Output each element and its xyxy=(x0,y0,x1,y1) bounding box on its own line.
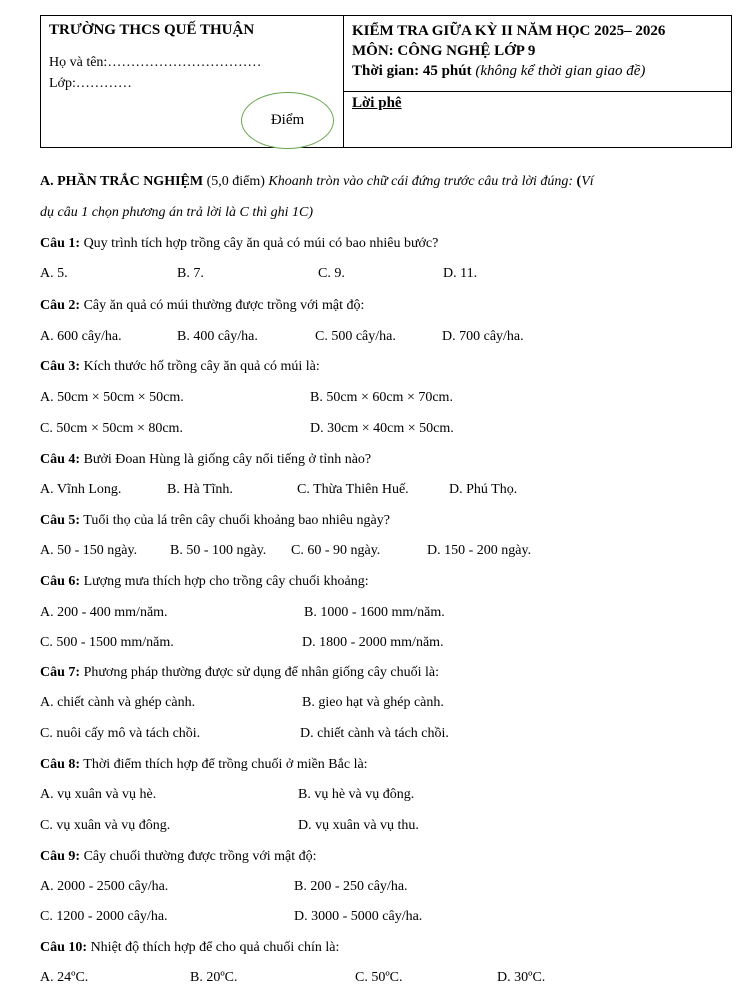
answer-option[interactable]: D. vụ xuân và vụ thu. xyxy=(298,818,419,833)
exam-header-table xyxy=(40,15,732,148)
answer-option[interactable]: D. 150 - 200 ngày. xyxy=(427,543,532,558)
question-text: Lượng mưa thích hợp cho trồng cây chuối khoảng: xyxy=(80,574,369,589)
question-3 xyxy=(40,359,320,375)
instruction-paren: ( xyxy=(576,174,582,189)
question-text: Tuổi thọ của lá trên cây chuối khoảng bao nhiêu ngày? xyxy=(80,513,390,528)
question-10 xyxy=(40,940,339,956)
answer-option[interactable]: A. chiết cành và ghép cành. xyxy=(40,695,196,710)
answer-option[interactable]: D. 30cm × 40cm × 50cm. xyxy=(310,421,454,436)
question-label: Câu 9: xyxy=(40,849,81,864)
answer-option[interactable]: D. chiết cành và tách chồi. xyxy=(300,726,449,741)
answer-option[interactable]: B. 20ºC. xyxy=(190,970,238,985)
answer-option[interactable]: A. 600 cây/ha. xyxy=(40,329,122,344)
answer-option[interactable]: C. 50cm × 50cm × 80cm. xyxy=(40,421,183,436)
answer-option[interactable]: A. 2000 - 2500 cây/ha. xyxy=(40,879,169,894)
section-points: (5,0 điểm) xyxy=(203,174,269,189)
answer-option[interactable]: C. 500 - 1500 mm/năm. xyxy=(40,635,174,650)
time-note: (không kể thời gian giao đề) xyxy=(475,63,646,79)
question-text: Kích thước hố trồng cây ăn quả có múi là: xyxy=(80,359,320,374)
question-text: Bưởi Đoan Hùng là giống cây nổi tiếng ở tỉnh nào? xyxy=(80,452,372,467)
question-text: Cây ăn quả có múi thường được trồng với mật độ: xyxy=(80,298,365,313)
answer-option[interactable]: C. 9. xyxy=(318,266,345,281)
question-label: Câu 4: xyxy=(40,452,81,467)
student-name-field[interactable]: Họ và tên:…………………………… xyxy=(49,55,262,70)
question-label: Câu 3: xyxy=(40,359,81,374)
answer-option[interactable]: C. 1200 - 2000 cây/ha. xyxy=(40,909,168,924)
subject-line: MÔN: CÔNG NGHỆ LỚP 9 xyxy=(352,43,536,59)
exam-info-cell xyxy=(344,16,732,148)
exam-title: KIỂM TRA GIỮA KỲ II NĂM HỌC 2025– 2026 xyxy=(352,23,666,39)
answer-option[interactable]: C. nuôi cấy mô và tách chồi. xyxy=(40,726,201,741)
question-text: Nhiệt độ thích hợp để cho quả chuối chín là: xyxy=(87,940,340,955)
question-label: Câu 6: xyxy=(40,574,81,589)
question-label: Câu 2: xyxy=(40,298,81,313)
answer-option[interactable]: A. 5. xyxy=(40,266,68,281)
question-label: Câu 7: xyxy=(40,665,81,680)
answer-option[interactable]: B. 200 - 250 cây/ha. xyxy=(294,879,408,894)
answer-option[interactable]: A. Vĩnh Long. xyxy=(40,482,122,497)
section-title: A. PHẦN TRẮC NGHIỆM xyxy=(40,174,204,189)
question-label: Câu 8: xyxy=(40,757,81,772)
section-heading xyxy=(40,174,594,190)
answer-option[interactable]: D. 30ºC. xyxy=(497,970,546,985)
answer-option[interactable]: B. 7. xyxy=(177,266,204,281)
answer-option[interactable]: C. vụ xuân và vụ đông. xyxy=(40,818,171,833)
section-instruction: Khoanh tròn vào chữ cái đứng trước câu trả lời đúng: xyxy=(268,174,577,189)
answer-option[interactable]: A. 50 - 150 ngày. xyxy=(40,543,138,558)
answer-option[interactable]: B. 400 cây/ha. xyxy=(177,329,258,344)
question-label: Câu 1: xyxy=(40,236,81,251)
answer-option[interactable]: D. 3000 - 5000 cây/ha. xyxy=(294,909,423,924)
school-name: TRƯỜNG THCS QUẾ THUẬN xyxy=(49,22,255,38)
question-text: Cây chuối thường được trồng với mật độ: xyxy=(80,849,317,864)
answer-option[interactable]: C. 500 cây/ha. xyxy=(315,329,396,344)
question-8 xyxy=(40,757,368,773)
question-label: Câu 5: xyxy=(40,513,81,528)
answer-option[interactable]: A. 200 - 400 mm/năm. xyxy=(40,605,168,620)
answer-option[interactable]: C. 50ºC. xyxy=(355,970,403,985)
question-text: Quy trình tích hợp trồng cây ăn quả có múi có bao nhiêu bước? xyxy=(80,236,439,251)
teacher-comment-label: Lời phê xyxy=(352,95,402,111)
question-6 xyxy=(40,574,369,590)
student-info-cell xyxy=(41,16,344,148)
section-instruction-cont: dụ câu 1 chọn phương án trả lời là C thì ghi 1C) xyxy=(40,205,314,220)
answer-option[interactable]: C. 60 - 90 ngày. xyxy=(291,543,381,558)
time-label: Thời gian: 45 phút xyxy=(352,63,472,79)
answer-option[interactable]: B. 1000 - 1600 mm/năm. xyxy=(304,605,445,620)
question-9 xyxy=(40,849,317,865)
answer-option[interactable]: C. Thừa Thiên Huế. xyxy=(297,482,409,497)
answer-option[interactable]: D. 11. xyxy=(443,266,478,281)
score-circle xyxy=(241,92,334,149)
question-label: Câu 10: xyxy=(40,940,88,955)
answer-option[interactable]: D. 700 cây/ha. xyxy=(442,329,524,344)
question-1 xyxy=(40,236,438,252)
answer-option[interactable]: B. Hà Tĩnh. xyxy=(167,482,233,497)
answer-option[interactable]: B. 50 - 100 ngày. xyxy=(170,543,267,558)
answer-option[interactable]: A. 24ºC. xyxy=(40,970,89,985)
answer-option[interactable]: B. 50cm × 60cm × 70cm. xyxy=(310,390,453,405)
student-class-field[interactable]: Lớp:………… xyxy=(49,76,132,91)
question-7 xyxy=(40,665,439,681)
time-line xyxy=(352,63,645,80)
answer-option[interactable]: A. vụ xuân và vụ hè. xyxy=(40,787,157,802)
header-divider xyxy=(344,91,731,92)
answer-option[interactable]: A. 50cm × 50cm × 50cm. xyxy=(40,390,184,405)
answer-option[interactable]: D. 1800 - 2000 mm/năm. xyxy=(302,635,444,650)
question-2 xyxy=(40,298,364,314)
question-text: Thời điểm thích hợp để trồng chuối ở miền Bắc là: xyxy=(80,757,368,772)
answer-option[interactable]: B. vụ hè và vụ đông. xyxy=(298,787,415,802)
question-5 xyxy=(40,513,390,529)
question-text: Phương pháp thường được sử dụng để nhân giống cây chuối là: xyxy=(80,665,440,680)
score-label: Điểm xyxy=(270,112,305,128)
answer-option[interactable]: B. gieo hạt và ghép cành. xyxy=(302,695,444,710)
answer-option[interactable]: D. Phú Thọ. xyxy=(449,482,518,497)
question-4 xyxy=(40,452,371,468)
section-instruction-example: Ví xyxy=(581,174,594,189)
